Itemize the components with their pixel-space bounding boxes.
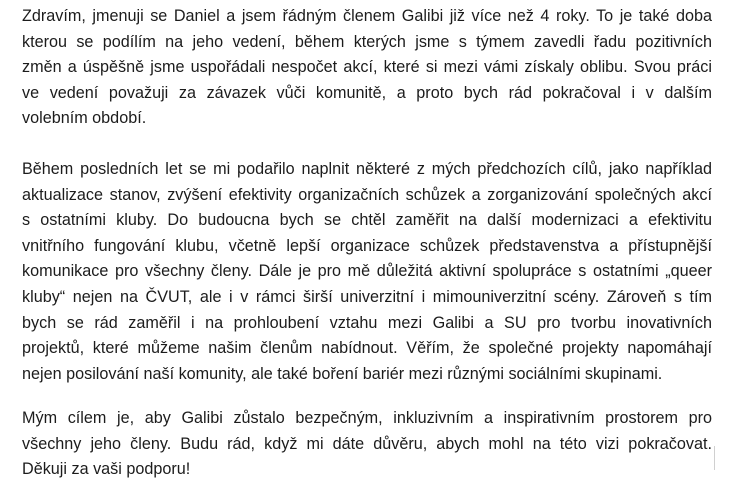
paragraph-introduction xyxy=(22,4,712,132)
text-line: změn a úspěšně jsme uspořádali nespočet akcí, které si mezi vámi získaly oblibu. Svou práci xyxy=(22,58,712,77)
text-line: nejen posilování naší komunity, ale také boření bariér mezi různými sociálními skupinami. xyxy=(22,364,663,383)
text-line: kterou se podílím na jeho vedení, během kterých jsme s týmem zavedli řadu pozitivních xyxy=(22,32,712,51)
text-line: ve vedení považuji za závazek vůči komunitě, a proto bych rád pokračoval i v dalším xyxy=(22,83,712,102)
text-line: všechny jeho členy. Budu rád, když mi dáte důvěru, abych mohl na této vizi pokračovat. xyxy=(22,434,712,453)
text-line: Zdravím, jmenuji se Daniel a jsem řádným členem Galibi již více než 4 roky. To je také doba xyxy=(22,7,712,25)
text-line: komunikace pro všechny členy. Dále je pro mě důležitá aktivní spolupráce s ostatními „queer xyxy=(22,262,712,281)
text-line: bych se rád zaměřil i na prohloubení vztahu mezi Galibi a SU pro tvorbu inovativních xyxy=(22,313,712,332)
text-line: kluby“ nejen na ČVUT, ale i v rámci širší univerzitní i mimouniverzitní scény. Zároveň s tím xyxy=(22,287,712,306)
text-line: aktualizace stanov, zvýšení efektivity organizačních schůzek a zorganizování společných akcí xyxy=(22,185,712,204)
paragraph-achievements-and-plans xyxy=(22,157,712,387)
text-line: Mým cílem je, aby Galibi zůstalo bezpečným, inkluzivním a inspirativním prostorem pro xyxy=(22,409,712,427)
scan-edge-mark xyxy=(714,446,715,470)
paragraph-closing xyxy=(22,406,712,483)
text-line: Děkuji za vaši podporu! xyxy=(22,460,191,479)
text-line: volebním období. xyxy=(22,109,147,128)
text-line: Během posledních let se mi podařilo naplnit některé z mých předchozích cílů, jako například xyxy=(22,160,712,178)
text-line: vnitřního fungování klubu, včetně lepší organizace schůzek představenstva a přístupnější xyxy=(22,236,712,255)
text-line: projektů, které můžeme našim členům nabídnout. Věřím, že společné projekty napomáhají xyxy=(22,339,712,358)
text-line: s ostatními kluby. Do budoucna bych se chtěl zaměřit na další modernizaci a efektivitu xyxy=(22,211,712,230)
